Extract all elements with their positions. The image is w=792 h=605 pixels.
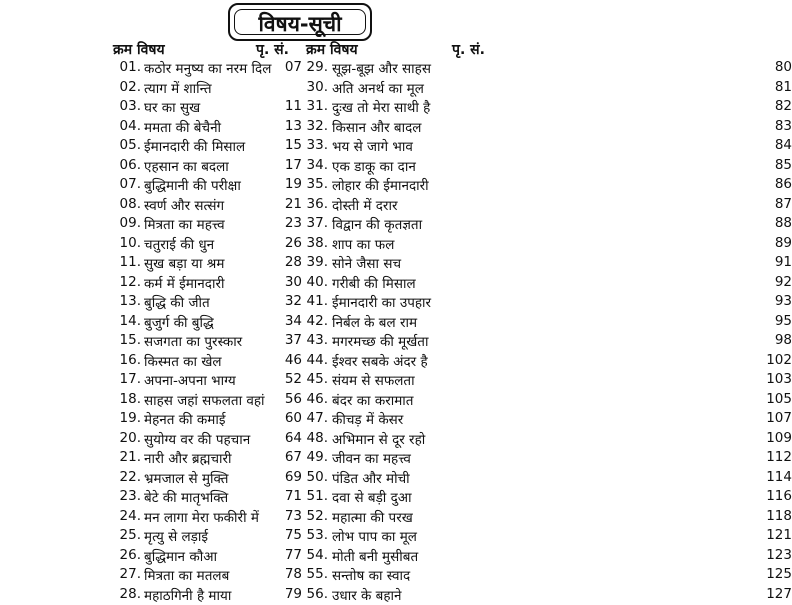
contents-row <box>0 293 300 313</box>
entry-page-number: 80 <box>766 59 792 75</box>
contents-row <box>0 313 300 333</box>
entry-title: दोस्ती में दरार <box>332 196 397 214</box>
contents-row <box>300 79 600 99</box>
entry-number: 02. <box>111 79 141 95</box>
entry-page-number: 71 <box>276 488 302 504</box>
entry-title: लोभ पाप का मूल <box>332 527 417 545</box>
contents-row <box>300 332 600 352</box>
entry-title: सन्तोष का स्वाद <box>332 566 410 584</box>
entry-page-number: 112 <box>766 449 792 465</box>
contents-row <box>0 469 300 489</box>
entry-title: मगरमच्छ की मूर्खता <box>332 332 428 350</box>
contents-row <box>0 254 300 274</box>
entry-number: 37. <box>298 215 328 231</box>
left-page-header: पृ. सं. <box>256 40 289 59</box>
entry-title: महाठगिनी है माया <box>144 586 231 604</box>
entry-title: दवा से बड़ी दुआ <box>332 488 412 506</box>
entry-page-number: 92 <box>766 274 792 290</box>
entry-number: 48. <box>298 430 328 446</box>
entry-page-number: 67 <box>276 449 302 465</box>
entry-title: लोहार की ईमानदारी <box>332 176 429 194</box>
entry-title: अति अनर्थ का मूल <box>332 79 424 97</box>
entry-number: 17. <box>111 371 141 387</box>
entry-title: बेटे की मातृभक्ति <box>144 488 228 506</box>
contents-row <box>0 157 300 177</box>
contents-row <box>0 527 300 547</box>
entry-number: 54. <box>298 547 328 563</box>
entry-title: सुख बड़ा या श्रम <box>144 254 224 272</box>
entry-page-number: 116 <box>766 488 792 504</box>
entry-title: अपना-अपना भाग्य <box>144 371 236 389</box>
entry-page-number: 21 <box>276 196 302 212</box>
contents-row <box>300 371 600 391</box>
contents-row <box>300 410 600 430</box>
entry-page-number: 56 <box>276 391 302 407</box>
entry-page-number: 118 <box>766 508 792 524</box>
entry-number: 43. <box>298 332 328 348</box>
contents-row <box>300 430 600 450</box>
entry-number: 53. <box>298 527 328 543</box>
left-serial-header: क्रम विषय <box>113 40 165 59</box>
entry-number: 30. <box>298 79 328 95</box>
entry-number: 24. <box>111 508 141 524</box>
entry-page-number: 73 <box>276 508 302 524</box>
entry-title: ईश्वर सबके अंदर है <box>332 352 428 370</box>
entry-page-number: 19 <box>276 176 302 192</box>
entry-number: 21. <box>111 449 141 465</box>
entry-page-number: 103 <box>766 371 792 387</box>
entry-number: 18. <box>111 391 141 407</box>
contents-row <box>300 547 600 567</box>
right-serial-header: क्रम विषय <box>306 40 358 59</box>
contents-row <box>300 313 600 333</box>
contents-row <box>0 98 300 118</box>
entry-title: महात्मा की परख <box>332 508 413 526</box>
entry-page-number: 75 <box>276 527 302 543</box>
page-title: विषय-सूची <box>230 10 370 38</box>
entry-number: 03. <box>111 98 141 114</box>
entry-title: गरीबी की मिसाल <box>332 274 416 292</box>
contents-row <box>0 371 300 391</box>
entry-number: 45. <box>298 371 328 387</box>
entry-number: 56. <box>298 586 328 602</box>
entry-title: सजगता का पुरस्कार <box>144 332 242 350</box>
entry-title: कर्म में ईमानदारी <box>144 274 224 292</box>
entry-page-number: 125 <box>766 566 792 582</box>
entry-page-number: 64 <box>276 430 302 446</box>
entry-page-number: 79 <box>276 586 302 602</box>
contents-row <box>300 274 600 294</box>
entry-page-number: 84 <box>766 137 792 153</box>
contents-row <box>300 488 600 508</box>
entry-title: अभिमान से दूर रहो <box>332 430 425 448</box>
entry-number: 47. <box>298 410 328 426</box>
entry-number: 35. <box>298 176 328 192</box>
contents-row <box>300 527 600 547</box>
entry-number: 23. <box>111 488 141 504</box>
contents-row <box>300 235 600 255</box>
entry-number: 13. <box>111 293 141 309</box>
contents-row <box>0 176 300 196</box>
contents-row <box>0 79 300 99</box>
entry-title: बुद्धिमान कौआ <box>144 547 217 565</box>
entry-page-number: 81 <box>766 79 792 95</box>
entry-number: 33. <box>298 137 328 153</box>
entry-page-number: 23 <box>276 215 302 231</box>
entry-number: 46. <box>298 391 328 407</box>
entry-title: सोने जैसा सच <box>332 254 401 272</box>
entry-page-number: 32 <box>276 293 302 309</box>
entry-page-number: 07 <box>276 59 302 75</box>
entry-page-number: 34 <box>276 313 302 329</box>
entry-title: मित्रता का महत्त्व <box>144 215 225 233</box>
entry-page-number: 60 <box>276 410 302 426</box>
entry-number: 49. <box>298 449 328 465</box>
entry-title: कठोर मनुष्य का नरम दिल <box>144 59 271 77</box>
entry-number: 38. <box>298 235 328 251</box>
contents-row <box>0 196 300 216</box>
entry-page-number: 85 <box>766 157 792 173</box>
entry-title: ममता की बेचैनी <box>144 118 221 136</box>
entry-title: मोती बनी मुसीबत <box>332 547 418 565</box>
contents-row <box>0 547 300 567</box>
contents-row <box>300 59 600 79</box>
entry-title: भ्रमजाल से मुक्ति <box>144 469 228 487</box>
entry-number: 40. <box>298 274 328 290</box>
contents-row <box>0 352 300 372</box>
contents-row <box>0 332 300 352</box>
entry-page-number: 69 <box>276 469 302 485</box>
entry-page-number: 123 <box>766 547 792 563</box>
contents-row <box>300 293 600 313</box>
contents-row <box>0 488 300 508</box>
entry-title: एहसान का बदला <box>144 157 229 175</box>
entry-number: 26. <box>111 547 141 563</box>
entry-page-number: 114 <box>766 469 792 485</box>
entry-title: उधार के बहाने <box>332 586 402 604</box>
entry-page-number: 91 <box>766 254 792 270</box>
entry-page-number: 28 <box>276 254 302 270</box>
entry-number: 44. <box>298 352 328 368</box>
entry-page-number: 89 <box>766 235 792 251</box>
contents-row <box>0 215 300 235</box>
entry-page-number: 83 <box>766 118 792 134</box>
entry-page-number: 93 <box>766 293 792 309</box>
entry-page-number: 30 <box>276 274 302 290</box>
contents-row <box>0 508 300 528</box>
entry-number: 12. <box>111 274 141 290</box>
entry-page-number: 78 <box>276 566 302 582</box>
entry-number: 29. <box>298 59 328 75</box>
entry-number: 06. <box>111 157 141 173</box>
entry-title: बंदर का करामात <box>332 391 414 409</box>
entry-number: 09. <box>111 215 141 231</box>
contents-row <box>300 352 600 372</box>
entry-page-number: 26 <box>276 235 302 251</box>
entry-number: 04. <box>111 118 141 134</box>
contents-row <box>300 176 600 196</box>
entry-number: 14. <box>111 313 141 329</box>
contents-row <box>0 137 300 157</box>
contents-row <box>300 586 600 605</box>
contents-row <box>300 254 600 274</box>
entry-page-number: 121 <box>766 527 792 543</box>
entry-number: 51. <box>298 488 328 504</box>
entry-number: 34. <box>298 157 328 173</box>
entry-page-number: 86 <box>766 176 792 192</box>
contents-row <box>300 391 600 411</box>
contents-row <box>300 449 600 469</box>
entry-number: 55. <box>298 566 328 582</box>
contents-row <box>0 449 300 469</box>
entry-title: साहस जहां सफलता वहां <box>144 391 265 409</box>
entry-title: बुजुर्ग की बुद्धि <box>144 313 214 331</box>
entry-number: 42. <box>298 313 328 329</box>
contents-row <box>300 157 600 177</box>
contents-row <box>0 59 300 79</box>
entry-title: किस्मत का खेल <box>144 352 222 370</box>
contents-row <box>300 196 600 216</box>
entry-page-number: 37 <box>276 332 302 348</box>
entry-number: 50. <box>298 469 328 485</box>
right-page-header: पृ. सं. <box>452 40 485 59</box>
entry-title: दुःख तो मेरा साथी है <box>332 98 430 116</box>
entry-page-number: 46 <box>276 352 302 368</box>
contents-row <box>300 98 600 118</box>
entry-number: 16. <box>111 352 141 368</box>
contents-row <box>0 586 300 605</box>
contents-row <box>300 118 600 138</box>
entry-number: 22. <box>111 469 141 485</box>
contents-row <box>300 137 600 157</box>
entry-title: जीवन का महत्त्व <box>332 449 411 467</box>
entry-page-number: 15 <box>276 137 302 153</box>
entry-number: 52. <box>298 508 328 524</box>
entry-number: 19. <box>111 410 141 426</box>
contents-row <box>300 508 600 528</box>
entry-title: मृत्यु से लड़ाई <box>144 527 208 545</box>
entry-number: 39. <box>298 254 328 270</box>
entry-title: त्याग में शान्ति <box>144 79 212 97</box>
entry-title: संयम से सफलता <box>332 371 415 389</box>
entry-number: 15. <box>111 332 141 348</box>
contents-row <box>0 235 300 255</box>
entry-title: किसान और बादल <box>332 118 421 136</box>
title-box <box>228 3 372 41</box>
entry-page-number: 77 <box>276 547 302 563</box>
entry-title: मन लागा मेरा फकीरी में <box>144 508 259 526</box>
entry-page-number: 82 <box>766 98 792 114</box>
entry-number: 27. <box>111 566 141 582</box>
contents-row <box>300 566 600 586</box>
contents-row <box>300 469 600 489</box>
entry-page-number: 102 <box>766 352 792 368</box>
entry-number: 25. <box>111 527 141 543</box>
entry-title: घर का सुख <box>144 98 200 116</box>
entry-number: 05. <box>111 137 141 153</box>
entry-number: 08. <box>111 196 141 212</box>
entry-title: पंडित और मोची <box>332 469 410 487</box>
entry-title: विद्वान की कृतज्ञता <box>332 215 422 233</box>
contents-row <box>300 215 600 235</box>
entry-page-number: 11 <box>276 98 302 114</box>
entry-title: ईमानदारी की मिसाल <box>144 137 245 155</box>
entry-number: 28. <box>111 586 141 602</box>
contents-row <box>0 118 300 138</box>
contents-row <box>0 274 300 294</box>
left-contents-column <box>0 59 300 605</box>
right-contents-column <box>300 59 600 605</box>
contents-row <box>0 391 300 411</box>
entry-number: 31. <box>298 98 328 114</box>
entry-number: 41. <box>298 293 328 309</box>
contents-row <box>0 566 300 586</box>
entry-page-number: 95 <box>766 313 792 329</box>
entry-page-number: 17 <box>276 157 302 173</box>
entry-number: 11. <box>111 254 141 270</box>
entry-number: 32. <box>298 118 328 134</box>
entry-title: बुद्धि की जीत <box>144 293 210 311</box>
entry-number: 10. <box>111 235 141 251</box>
entry-title: चतुराई की धुन <box>144 235 214 253</box>
entry-title: स्वर्ण और सत्संग <box>144 196 224 214</box>
entry-title: मित्रता का मतलब <box>144 566 229 584</box>
entry-page-number: 105 <box>766 391 792 407</box>
entry-title: ईमानदारी का उपहार <box>332 293 431 311</box>
contents-row <box>0 410 300 430</box>
entry-number: 07. <box>111 176 141 192</box>
entry-title: बुद्धिमानी की परीक्षा <box>144 176 241 194</box>
entry-page-number: 98 <box>766 332 792 348</box>
entry-page-number: 107 <box>766 410 792 426</box>
entry-page-number: 87 <box>766 196 792 212</box>
entry-title: शाप का फल <box>332 235 394 253</box>
entry-page-number: 13 <box>276 118 302 134</box>
entry-title: एक डाकू का दान <box>332 157 416 175</box>
entry-page-number: 127 <box>766 586 792 602</box>
entry-page-number: 88 <box>766 215 792 231</box>
entry-page-number: 52 <box>276 371 302 387</box>
entry-title: मेहनत की कमाई <box>144 410 225 428</box>
entry-title: सुयोग्य वर की पहचान <box>144 430 250 448</box>
entry-title: निर्बल के बल राम <box>332 313 417 331</box>
entry-title: सूझ-बूझ और साहस <box>332 59 431 77</box>
contents-row <box>0 430 300 450</box>
entry-title: नारी और ब्रह्मचारी <box>144 449 232 467</box>
entry-number: 01. <box>111 59 141 75</box>
entry-title: कीचड़ में केसर <box>332 410 403 428</box>
entry-number: 36. <box>298 196 328 212</box>
entry-page-number: 109 <box>766 430 792 446</box>
entry-number: 20. <box>111 430 141 446</box>
entry-title: भय से जागे भाव <box>332 137 413 155</box>
